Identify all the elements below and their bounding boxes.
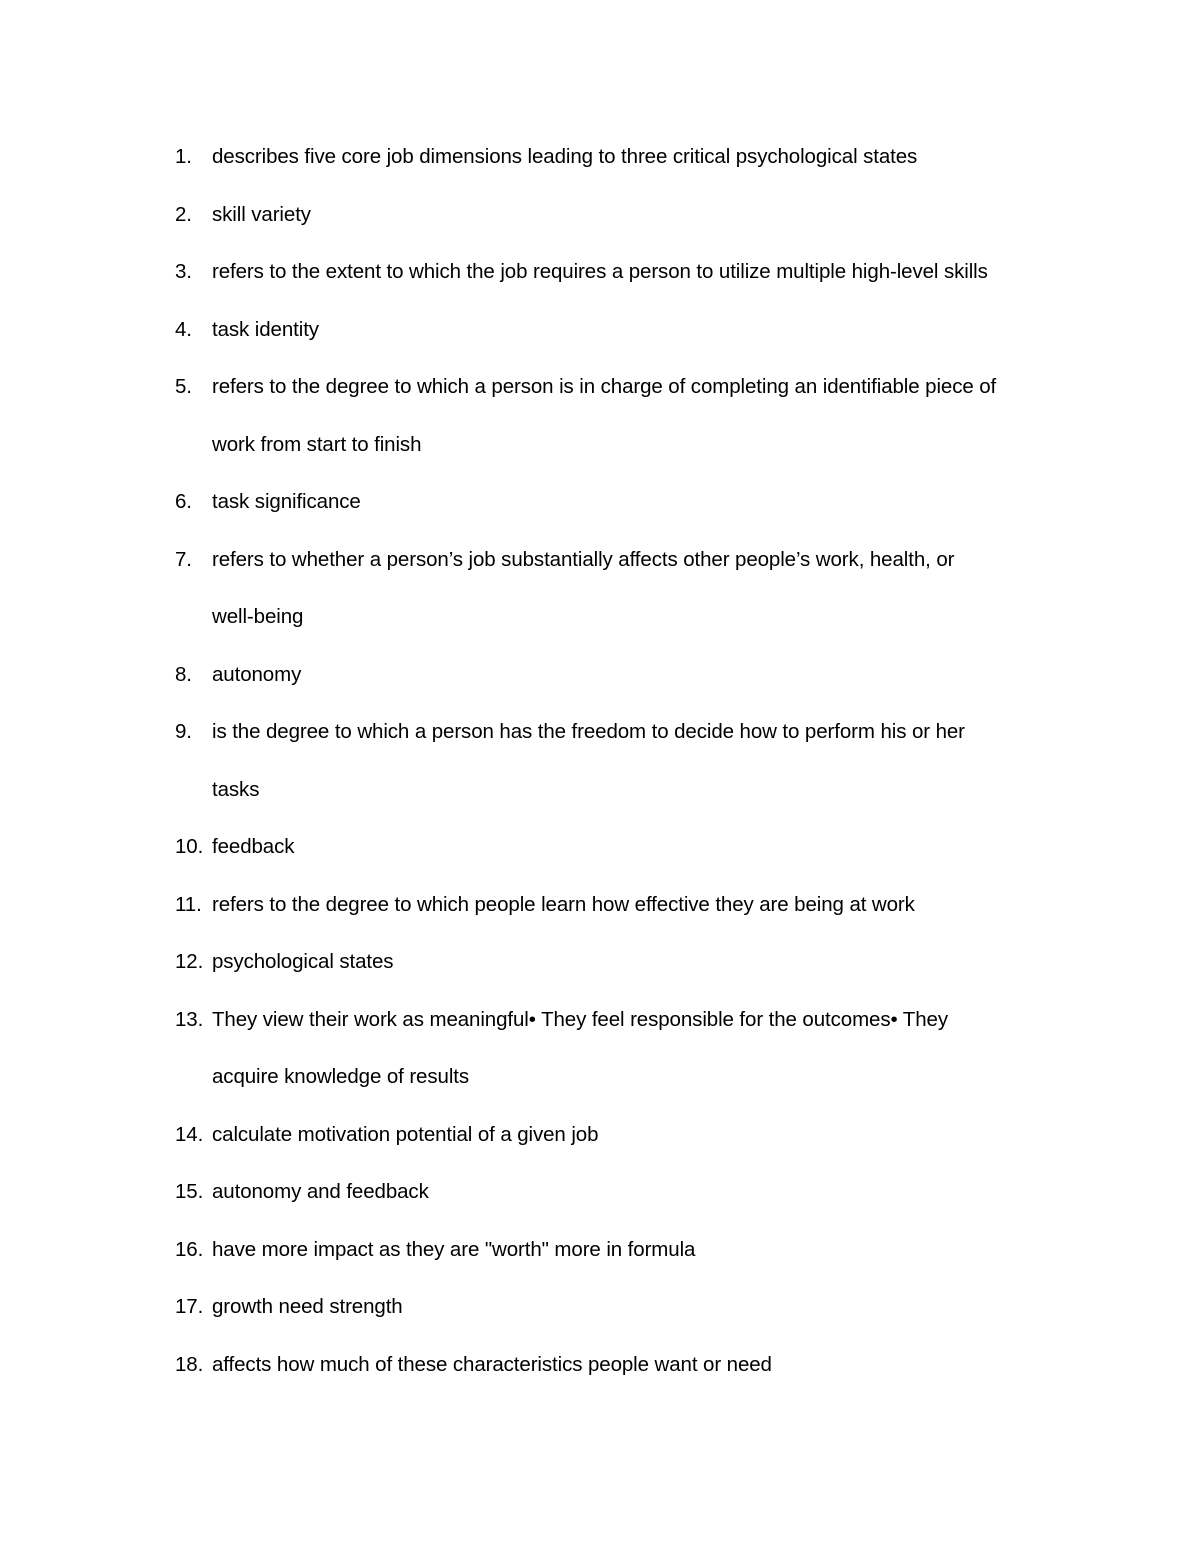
list-item-number: 7.: [175, 547, 192, 571]
list-item-text: well-being: [212, 605, 304, 628]
list-item-text: is the degree to which a person has the freedom to decide how to perform his or her: [212, 720, 965, 743]
list-item-number: 15.: [175, 1180, 204, 1203]
list-item-number: 8.: [175, 662, 192, 686]
list-item-text: growth need strength: [212, 1295, 403, 1318]
list-item: [175, 933, 1075, 991]
list-item-number: 13.: [175, 1007, 204, 1031]
numbered-list: [175, 128, 1075, 1393]
list-item-number: 14.: [175, 1122, 204, 1146]
list-item-text: psychological states: [212, 950, 394, 973]
list-item: [175, 818, 1075, 876]
list-item-text: refers to whether a person’s job substantially affects other people’s work, health, or: [212, 547, 955, 571]
list-item: [175, 1106, 1075, 1164]
list-item-text: refers to the extent to which the job requires a person to utilize multiple high-level skills: [212, 260, 988, 283]
list-item-text: refers to the degree to which a person is in charge of completing an identifiable piece of: [212, 375, 997, 398]
list-item: [175, 1278, 1075, 1336]
list-item: [175, 531, 1075, 646]
list-item: [175, 128, 1075, 186]
list-item-text: They view their work as meaningful• They feel responsible for the outcomes• They: [212, 1007, 948, 1031]
list-item-number: 17.: [175, 1295, 204, 1318]
list-item-text: acquire knowledge of results: [212, 1065, 470, 1088]
list-item: [175, 243, 1075, 301]
list-item: [175, 186, 1075, 244]
list-item-number: 1.: [175, 145, 192, 168]
list-item-text: skill variety: [212, 202, 311, 226]
list-item-text: have more impact as they are "worth" more in formula: [212, 1237, 696, 1261]
list-item: [175, 1163, 1075, 1221]
list-item-number: 2.: [175, 202, 192, 226]
list-item-text: calculate motivation potential of a given job: [212, 1122, 599, 1146]
list-item: [175, 646, 1075, 704]
list-item-number: 9.: [175, 720, 192, 743]
list-item-text: affects how much of these characteristics people want or need: [212, 1352, 772, 1376]
list-item: [175, 473, 1075, 531]
list-item-number: 18.: [175, 1352, 204, 1376]
list-item: [175, 301, 1075, 359]
list-item-text: describes five core job dimensions leading to three critical psychological states: [212, 145, 918, 168]
list-item-number: 12.: [175, 950, 204, 973]
list-item: [175, 358, 1075, 473]
list-item-number: 16.: [175, 1237, 204, 1261]
list-item-text: task significance: [212, 490, 361, 513]
list-item-text: work from start to finish: [212, 432, 422, 456]
list-item: [175, 991, 1075, 1106]
list-item-number: 3.: [175, 260, 192, 283]
list-item-text: tasks: [212, 777, 260, 801]
list-item-number: 11.: [175, 892, 202, 916]
list-item-number: 10.: [175, 835, 204, 858]
list-item: [175, 703, 1075, 818]
list-item-text: autonomy and feedback: [212, 1180, 429, 1203]
list-item-number: 5.: [175, 375, 192, 398]
list-item-number: 6.: [175, 490, 192, 513]
list-item: [175, 876, 1075, 934]
list-item-text: task identity: [212, 317, 319, 341]
list-item-text: feedback: [212, 835, 295, 858]
list-item-text: refers to the degree to which people learn how effective they are being at work: [212, 892, 915, 916]
list-item-number: 4.: [175, 317, 192, 341]
list-item: [175, 1336, 1075, 1394]
list-item: [175, 1221, 1075, 1279]
list-item-text: autonomy: [212, 662, 302, 686]
